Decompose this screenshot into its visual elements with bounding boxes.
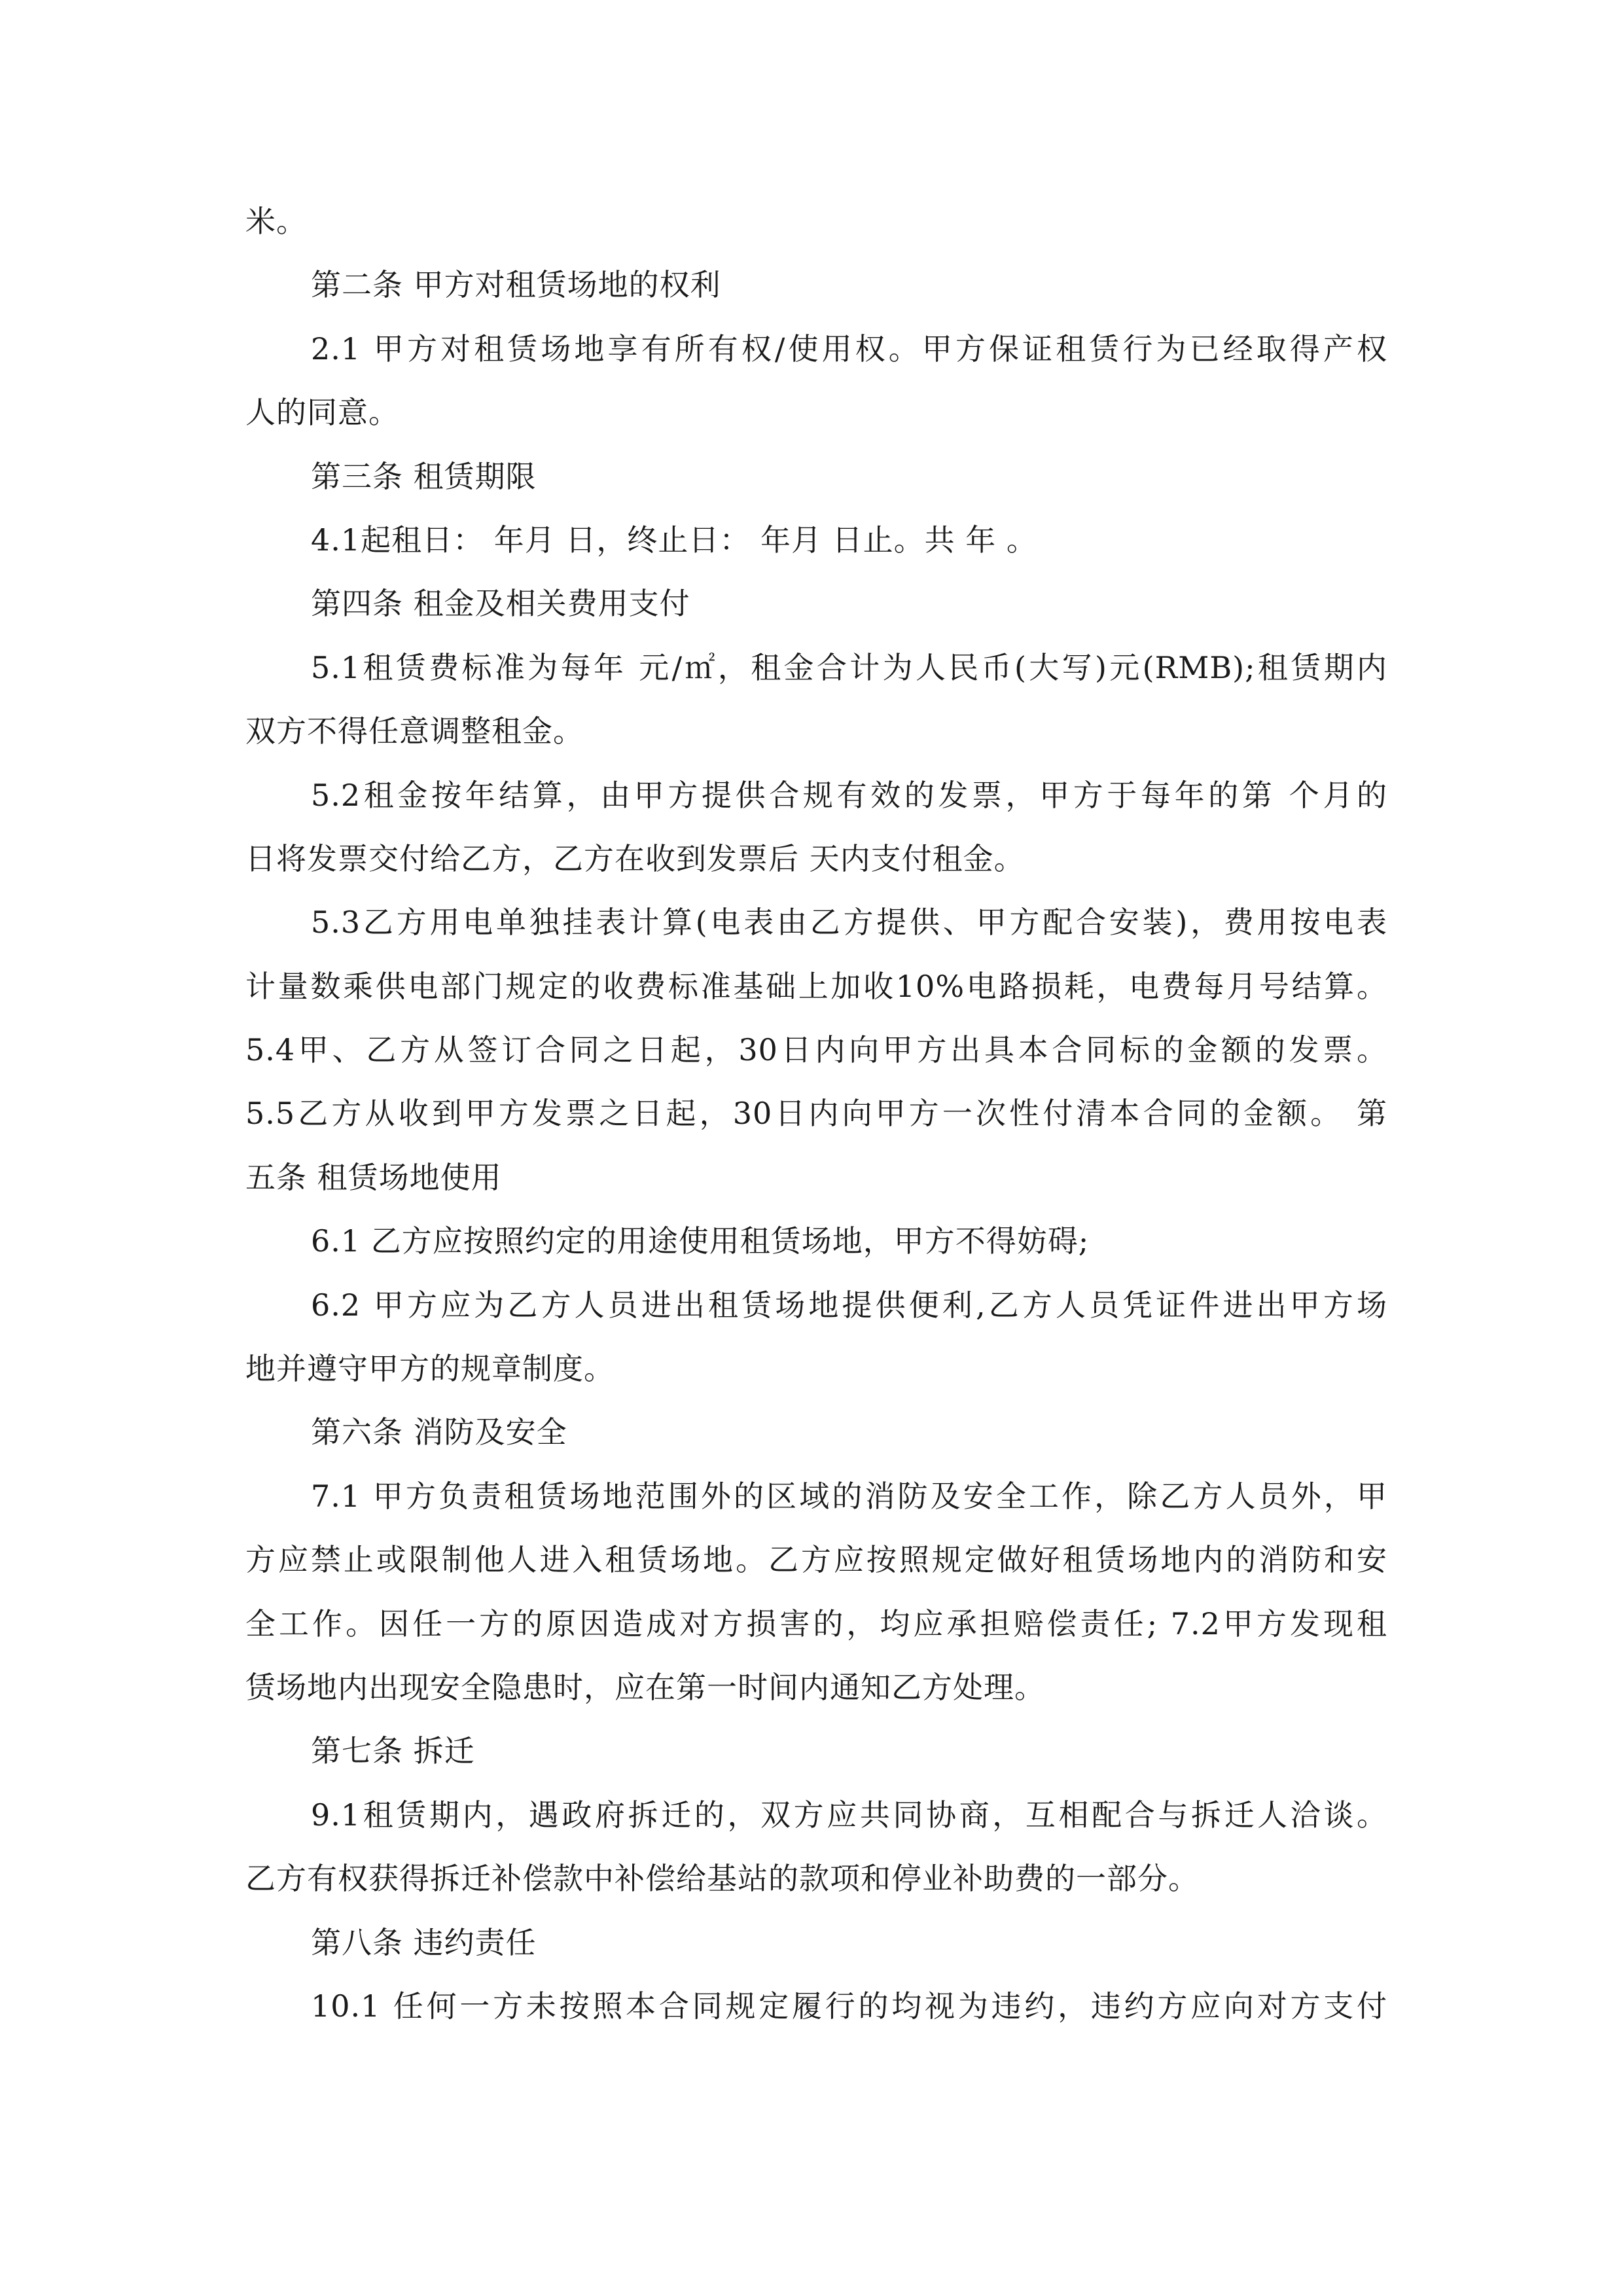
clause-5-1-line: 5.1租赁费标准为每年 元/㎡，租金合计为人民币(大写)元(RMB);租赁期内 [311, 649, 1387, 685]
text-line: 米。 [245, 204, 307, 239]
clause-10-1-line: 10.1 任何一方未按照本合同规定履行的均视为违约，违约方应向对方支付 [311, 1988, 1387, 2024]
section-heading-6: 第六条 消防及安全 [311, 1414, 567, 1450]
clause-4-1-line: 4.1起租日： 年月 日，终止日： 年月 日止。共 年 。 [311, 522, 1037, 558]
section-heading-8: 第八条 违约责任 [311, 1924, 537, 1960]
clause-9-1-line: 乙方有权获得拆迁补偿款中补偿给基站的款项和停业补助费的一部分。 [245, 1861, 1199, 1897]
clause-7-2-line: 赁场地内出现安全隐患时，应在第一时间内通知乙方处理。 [245, 1669, 1045, 1705]
contract-body [245, 190, 1387, 2038]
clause-7-1-line: 7.1 甲方负责租赁场地范围外的区域的消防及安全工作，除乙方人员外，甲 [311, 1478, 1387, 1514]
clause-5-3-line: 计量数乘供电部门规定的收费标准基础上加收10%电路损耗，电费每月号结算。 [245, 968, 1387, 1004]
clause-6-1-line: 6.1 乙方应按照约定的用途使用租赁场地，甲方不得妨碍; [311, 1223, 1090, 1259]
clause-5-2-line: 5.2租金按年结算，由甲方提供合规有效的发票，甲方于每年的第 个月的 [311, 777, 1387, 813]
clause-5-5-line: 5.5乙方从收到甲方发票之日起，30日内向甲方一次性付清本合同的金额。 第 [245, 1096, 1387, 1132]
section-heading-5: 五条 租赁场地使用 [245, 1159, 502, 1195]
clause-2-1-line: 人的同意。 [245, 395, 399, 431]
section-heading-2: 第二条 甲方对租赁场地的权利 [311, 267, 721, 303]
clause-7-1-line: 方应禁止或限制他人进入租赁场地。乙方应按照规定做好租赁场地内的消防和安 [245, 1542, 1387, 1578]
clause-5-4-line: 5.4甲、乙方从签订合同之日起，30日内向甲方出具本合同标的金额的发票。 [245, 1032, 1387, 1068]
clause-2-1-line: 2.1 甲方对租赁场地享有所有权/使用权。甲方保证租赁行为已经取得产权 [311, 331, 1387, 367]
clause-6-2-line: 6.2 甲方应为乙方人员进出租赁场地提供便利,乙方人员凭证件进出甲方场 [311, 1287, 1387, 1323]
section-heading-4: 第四条 租金及相关费用支付 [311, 586, 690, 622]
section-heading-7: 第七条 拆迁 [311, 1733, 475, 1769]
section-heading-3: 第三条 租赁期限 [311, 458, 537, 494]
clause-6-2-line: 地并遵守甲方的规章制度。 [245, 1351, 615, 1387]
clause-5-2-line: 日将发票交付给乙方，乙方在收到发票后 天内支付租金。 [245, 840, 1025, 876]
clause-5-1-line: 双方不得任意调整租金。 [245, 713, 584, 749]
clause-5-3-line: 5.3乙方用电单独挂表计算(电表由乙方提供、甲方配合安装)，费用按电表 [311, 905, 1387, 941]
clause-7-1-line: 全工作。因任一方的原因造成对方损害的，均应承担赔偿责任; 7.2甲方发现租 [245, 1605, 1387, 1641]
clause-9-1-line: 9.1租赁期内，遇政府拆迁的，双方应共同协商，互相配合与拆迁人洽谈。 [311, 1797, 1387, 1833]
